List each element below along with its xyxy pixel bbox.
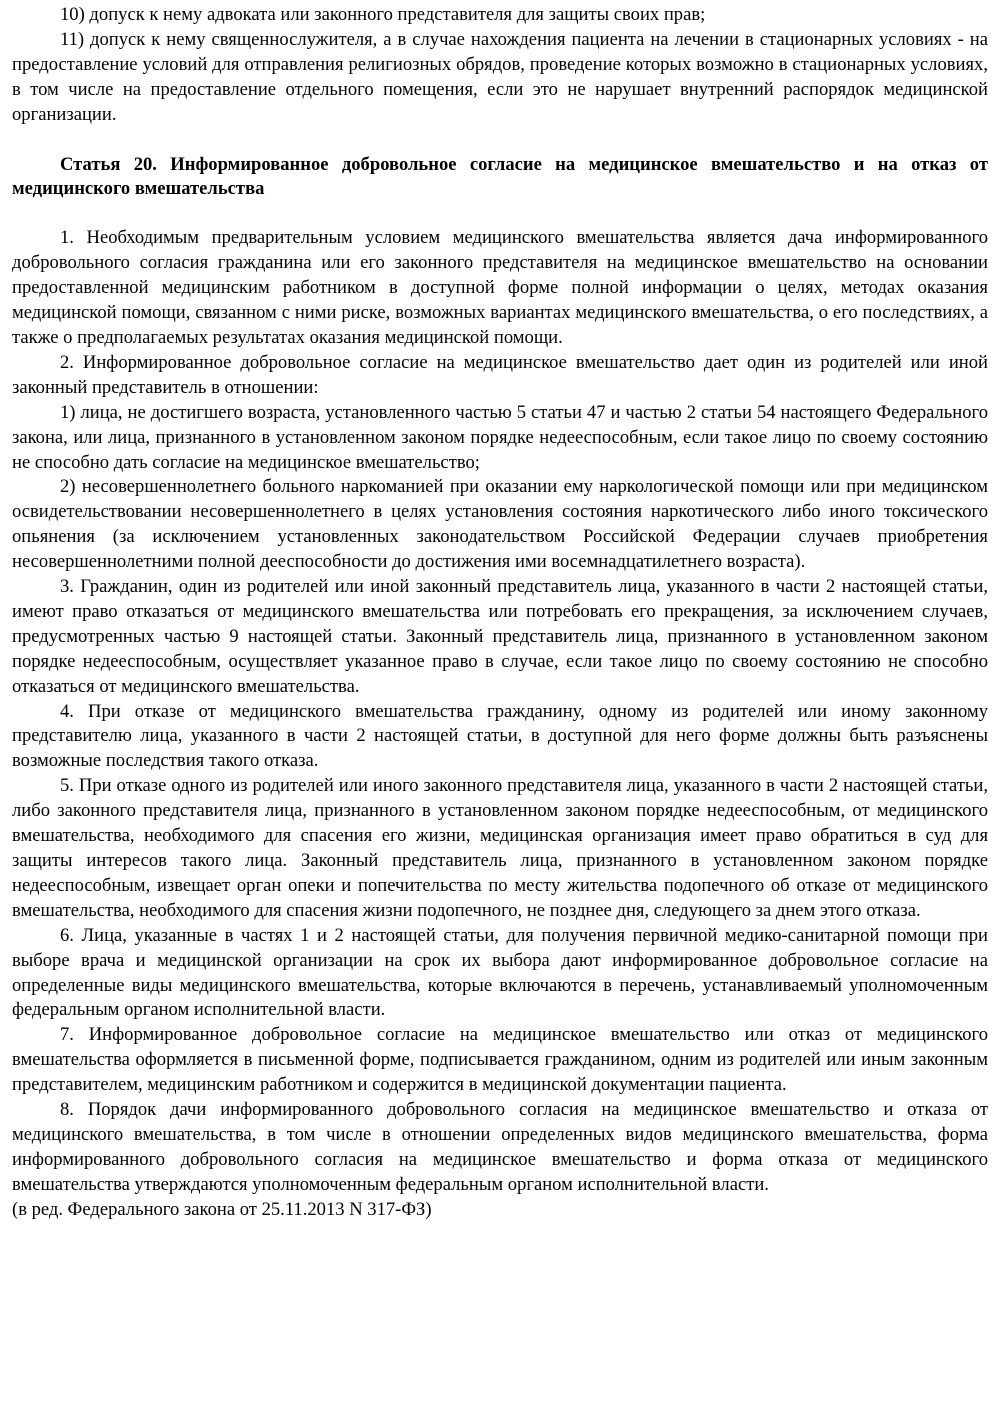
paragraph-1: 1. Необходимым предварительным условием медицинского вмешательства является дача информированного добровольного согласия гражданина или его законного представителя на медицинское вмешательство на основании предоставленной медицинским работником в доступной форме полной информации о целях, методах оказания медицинской помощи, связанном с ними риске, возможных вариантах медицинского вмешательства, о его последствиях, а также о предполагаемых результатах оказания медицинской помощи. — [12, 227, 988, 348]
paragraph-2: 2. Информированное добровольное согласие на медицинское вмешательство дает один из родителей или иной законный представитель в отношении: — [12, 351, 988, 398]
paragraph-7: 7. Информированное добровольное согласие на медицинское вмешательство или отказ от медицинского вмешательства оформляется в письменной форме, подписывается гражданином, одним из родителей или иным законным представителем, медицинским работником и содержится в медицинской документации пациента. — [12, 1024, 988, 1096]
spacer — [12, 202, 988, 226]
paragraph-5: 5. При отказе одного из родителей или иного законного представителя лица, указанного в части 2 настоящей статьи, либо законного представителя лица, признанного в установленном законом порядке недееспособным, от медицинского вмешательства, необходимого для спасения его жизни, медицинская организация имеет право обратиться в суд для защиты интересов такого лица. Законный представитель лица, признанного в установленном законом порядке недееспособным, извещает орган опеки и попечительства по месту жительства подопечного об отказе от медицинского вмешательства, необходимого для спасения жизни подопечного, не позднее дня, следующего за днем этого отказа. — [12, 775, 988, 921]
article-heading: Статья 20. Информированное добровольное согласие на медицинское вмешательство и на отказ от медицинского вмешательства — [12, 153, 988, 200]
intro-item-11: 11) допуск к нему священнослужителя, а в случае нахождения пациента на лечении в стационарных условиях - на предоставление условий для отправления религиозных обрядов, проведение которых возможно в стационарных условиях, в том числе на предоставление отдельного помещения, если это не нарушает внутренний распорядок медицинской организации. — [12, 28, 988, 125]
paragraph-2-item-2: 2) несовершеннолетнего больного наркоманией при оказании ему наркологической помощи или при медицинском освидетельствовании несовершеннолетнего в целях установления состояния наркотического либо иного токсического опьянения (за исключением установленных законодательством Российской Федерации случаев приобретения несовершеннолетними полной дееспособности до достижения ими восемнадцатилетнего возраста). — [12, 476, 988, 573]
intro-item-10: 10) допуск к нему адвоката или законного представителя для защиты своих прав; — [60, 4, 706, 25]
paragraph-8: 8. Порядок дачи информированного добровольного согласия на медицинское вмешательство и отказа от медицинского вмешательства, в том числе в отношении определенных видов медицинского вмешательства, форма информированного добровольного согласия на медицинское вмешательство и форма отказа от медицинского вмешательства утверждаются уполномоченным федеральным органом исполнительной власти. — [12, 1099, 988, 1195]
paragraph-3: 3. Гражданин, один из родителей или иной законный представитель лица, указанного в части 2 настоящей статьи, имеют право отказаться от медицинского вмешательства или потребовать его прекращения, за исключением случаев, предусмотренных частью 9 настоящей статьи. Законный представитель лица, признанного в установленном законом порядке недееспособным, осуществляет указанное право в случае, если такое лицо по своему состоянию не способно отказаться от медицинского вмешательства. — [12, 576, 988, 697]
document-page — [12, 3, 988, 1223]
spacer — [12, 128, 988, 153]
paragraph-6: 6. Лица, указанные в частях 1 и 2 настоящей статьи, для получения первичной медико-санитарной помощи при выборе врача и медицинской организации на срок их выбора дают информированное добровольное согласие на определенные виды медицинского вмешательства, которые включаются в перечень, устанавливаемый уполномоченным федеральным органом исполнительной власти. — [12, 924, 988, 1021]
paragraph-4: 4. При отказе от медицинского вмешательства гражданину, одному из родителей или иному законному представителю лица, указанного в части 2 настоящей статьи, в доступной для него форме должны быть разъяснены возможные последствия такого отказа. — [12, 700, 988, 772]
paragraph-2-item-1: 1) лица, не достигшего возраста, установленного частью 5 статьи 47 и частью 2 статьи 54 настоящего Федерального закона, или лица, признанного в установленном законом порядке недееспособным, если такое лицо по своему состоянию не способно дать согласие на медицинское вмешательство; — [12, 401, 988, 473]
revision-note: (в ред. Федерального закона от 25.11.2013 N 317-ФЗ) — [12, 1198, 432, 1220]
